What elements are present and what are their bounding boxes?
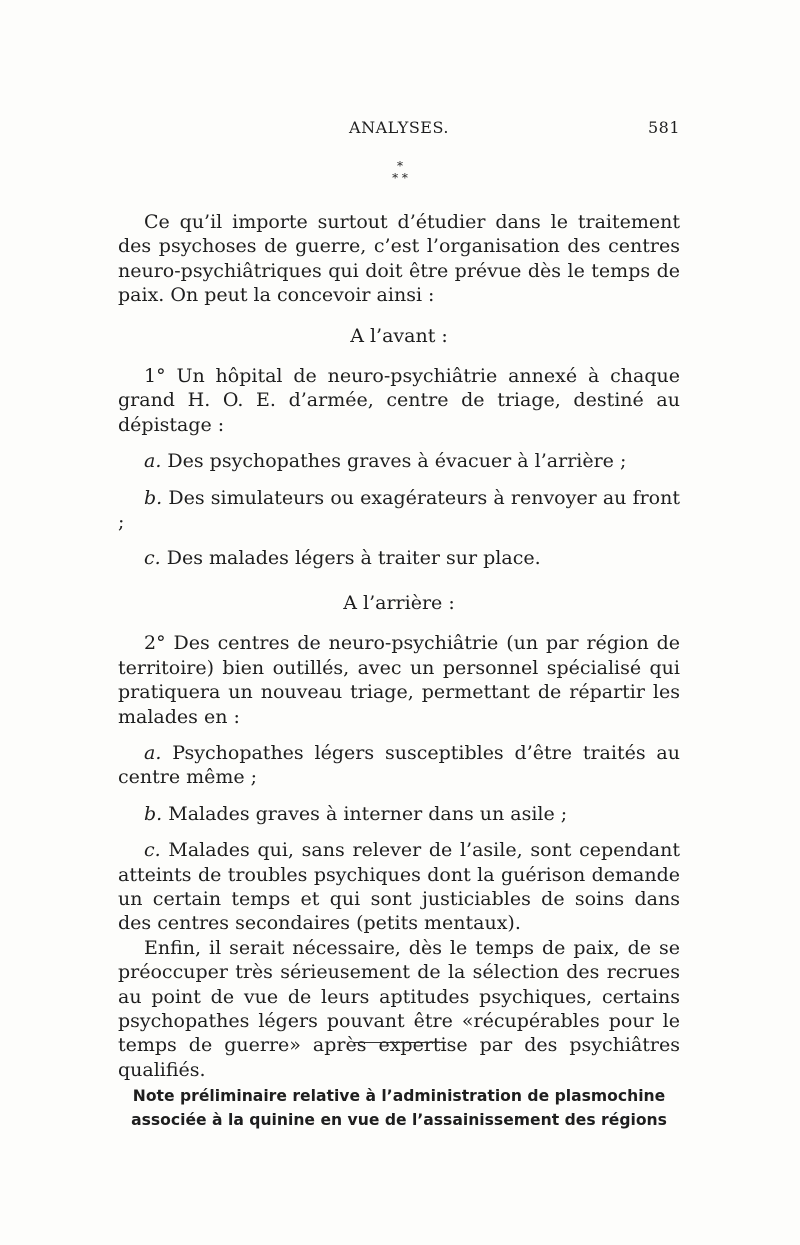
item-2b-text: Malades graves à interner dans un asile ;	[162, 802, 568, 825]
item-2a-text: Psychopathes légers susceptibles d’être traités au centre même ;	[118, 741, 680, 789]
conclusion-paragraph: Enfin, il serait nécessaire, dès le temps de paix, de se préoccuper très sérieusement de la sélection des recrues au point de vue de leurs aptitudes psychiques, certains psychopathes légers pouvant être «récupérables pour le temps de guerre» après expertise par des psychiâtres qualifiés.	[118, 936, 680, 1081]
item-2b-letter: b.	[144, 802, 163, 825]
item-2a	[118, 741, 680, 790]
item-2c-text: Malades qui, sans relever de l’asile, sont cependant atteints de troubles psychiques dont la guérison demande un certain temps et qui sont justiciables de soins dans des centres secondaires (petits mentaux).	[118, 839, 680, 935]
article-body	[118, 210, 680, 1082]
section-divider	[354, 1042, 446, 1043]
page-number: 581	[647, 118, 680, 137]
note-title-line-2: associée à la quinine en vue de l’assainissement des régions	[131, 1111, 667, 1129]
running-header	[118, 118, 680, 144]
next-article-title	[118, 1084, 680, 1132]
item-1b-letter: b.	[144, 486, 163, 509]
item-1c-text: Des malades légers à traiter sur place.	[160, 547, 541, 570]
item-1b	[118, 486, 680, 535]
section-heading-arriere: A l’arrière :	[343, 591, 455, 614]
item-1a	[118, 449, 680, 473]
item-1-paragraph: 1° Un hôpital de neuro-psychiâtrie annexé à chaque grand H. O. E. d’armée, centre de triage, destiné au dépistage :	[118, 365, 680, 436]
asterism-top: *	[397, 159, 403, 173]
item-1c	[118, 546, 680, 570]
asterism-bottom: * *	[392, 171, 408, 185]
item-1a-text: Des psychopathes graves à évacuer à l’arrière ;	[161, 450, 627, 473]
item-2-paragraph: 2° Des centres de neuro-psychiâtrie (un par région de territoire) bien outillés, avec un personnel spécialisé qui pratiquera un nouveau triage, permettant de répartir les malades en :	[118, 632, 680, 728]
section-heading-avant: A l’avant :	[350, 324, 448, 347]
item-1b-text: Des simulateurs ou exagérateurs à renvoyer au front ;	[118, 486, 680, 534]
item-2c	[118, 838, 680, 936]
item-1a-letter: a.	[144, 450, 162, 473]
asterism-ornament	[0, 160, 800, 184]
item-2a-letter: a.	[144, 741, 162, 764]
item-1c-letter: c.	[144, 547, 161, 570]
note-title-line-1: Note préliminaire relative à l’administration de plasmochine	[132, 1087, 666, 1105]
intro-paragraph: Ce qu’il importe surtout d’étudier dans le traitement des psychoses de guerre, c’est l’organisation des centres neuro-psychiâtriques qui doit être prévue dès le temps de paix. On peut la concevoir ainsi :	[118, 211, 680, 307]
header-title: ANALYSES.	[349, 118, 449, 137]
item-2c-letter: c.	[144, 839, 161, 862]
item-2b	[118, 802, 680, 826]
